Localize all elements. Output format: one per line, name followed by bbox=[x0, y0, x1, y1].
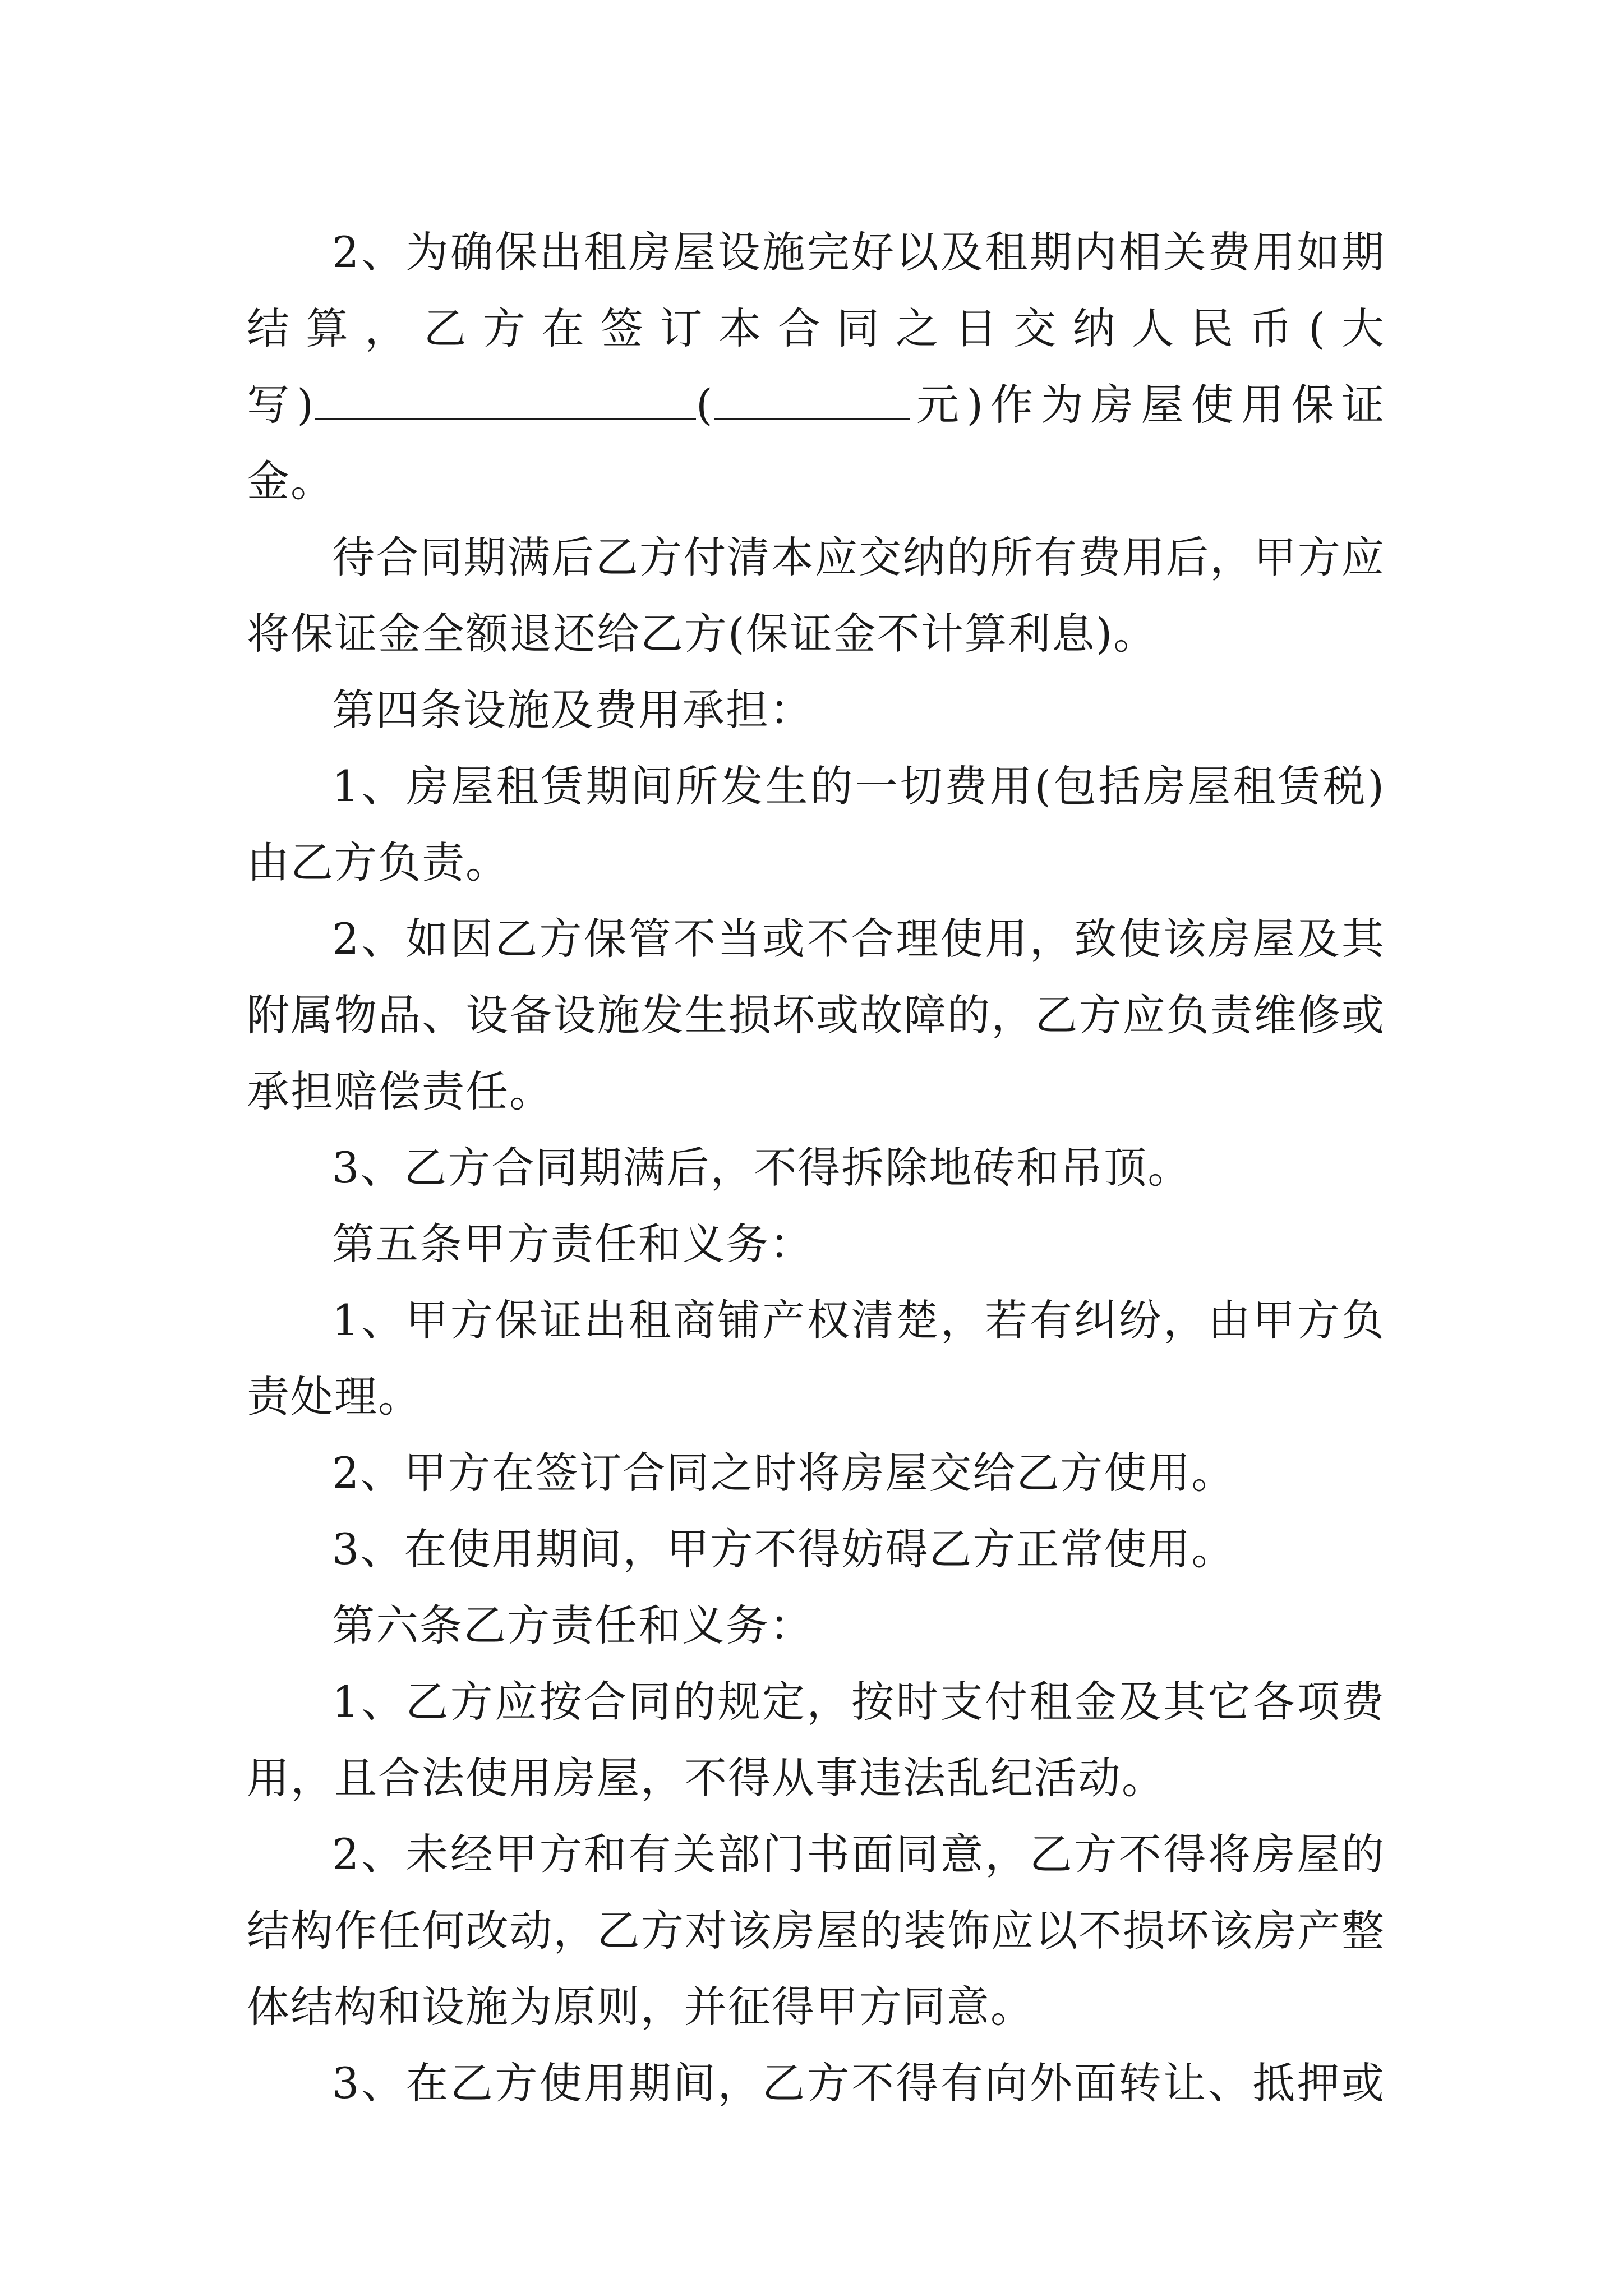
paragraph-deposit-refund bbox=[247, 519, 1385, 672]
text-fragment: ( bbox=[696, 380, 714, 430]
paragraph-deposit-clause bbox=[247, 214, 1385, 519]
paragraph-article-6-item-3 bbox=[247, 2045, 1385, 2122]
text-line: 附属物品、设备设施发生损坏或故障的，乙方应负责维修或 bbox=[247, 990, 1385, 1040]
text-line: 第五条甲方责任和义务： bbox=[332, 1219, 813, 1269]
text-line: 待合同期满后乙方付清本应交纳的所有费用后，甲方应 bbox=[332, 532, 1385, 582]
text-line: 1、房屋租赁期间所发生的一切费用(包括房屋租赁税) bbox=[332, 761, 1385, 811]
paragraph-article-4-item-1 bbox=[247, 748, 1385, 901]
paragraph-article-5-item-2 bbox=[247, 1435, 1385, 1511]
paragraph-article-5-item-1 bbox=[247, 1282, 1385, 1435]
text-line: 结算，乙方在签订本合同之日交纳人民币(大 bbox=[247, 303, 1385, 353]
text-line: 3、乙方合同期满后，不得拆除地砖和吊顶。 bbox=[332, 1143, 1192, 1193]
section-heading-article-4 bbox=[247, 672, 1385, 748]
text-line-with-blanks bbox=[247, 367, 1385, 519]
text-line: 2、如因乙方保管不当或不合理使用，致使该房屋及其 bbox=[332, 914, 1385, 964]
paragraph-article-4-item-2 bbox=[247, 901, 1385, 1130]
text-line: 体结构和设施为原则，并征得甲方同意。 bbox=[247, 1982, 1034, 2032]
paragraph-article-6-item-1 bbox=[247, 1664, 1385, 1816]
section-heading-article-5 bbox=[247, 1206, 1385, 1282]
text-line: 1、乙方应按合同的规定，按时支付租金及其它各项费 bbox=[332, 1677, 1385, 1727]
text-line: 2、甲方在签订合同之时将房屋交给乙方使用。 bbox=[332, 1448, 1235, 1498]
text-line: 1、甲方保证出租商铺产权清楚，若有纠纷，由甲方负 bbox=[332, 1295, 1385, 1345]
text-line: 用，且合法使用房屋，不得从事违法乱纪活动。 bbox=[247, 1753, 1165, 1803]
amount-in-words-blank bbox=[315, 381, 696, 420]
text-line: 3、在使用期间，甲方不得妨碍乙方正常使用。 bbox=[332, 1524, 1235, 1574]
text-line: 将保证金全额退还给乙方(保证金不计算利息)。 bbox=[247, 609, 1158, 659]
text-fragment: 元)作为房屋使用保证金。 bbox=[247, 380, 1386, 506]
text-line: 承担赔偿责任。 bbox=[247, 1066, 553, 1116]
text-line: 2、为确保出租房屋设施完好以及租期内相关费用如期 bbox=[332, 227, 1385, 277]
paragraph-article-5-item-3 bbox=[247, 1511, 1385, 1588]
section-heading-article-6 bbox=[247, 1588, 1385, 1664]
text-line: 结构作任何改动，乙方对该房屋的装饰应以不损坏该房产整 bbox=[247, 1906, 1385, 1955]
text-fragment: 写) bbox=[247, 380, 315, 430]
text-line: 2、未经甲方和有关部门书面同意，乙方不得将房屋的 bbox=[332, 1829, 1385, 1879]
document-body bbox=[247, 214, 1385, 2122]
text-line: 第六条乙方责任和义务： bbox=[332, 1600, 813, 1650]
amount-in-figures-blank bbox=[714, 381, 910, 420]
text-line: 由乙方负责。 bbox=[247, 838, 509, 887]
text-line: 第四条设施及费用承担： bbox=[332, 685, 813, 735]
paragraph-article-4-item-3 bbox=[247, 1130, 1385, 1206]
text-line: 责处理。 bbox=[247, 1372, 422, 1421]
paragraph-article-6-item-2 bbox=[247, 1816, 1385, 2045]
text-line: 3、在乙方使用期间，乙方不得有向外面转让、抵押或 bbox=[332, 2058, 1385, 2108]
